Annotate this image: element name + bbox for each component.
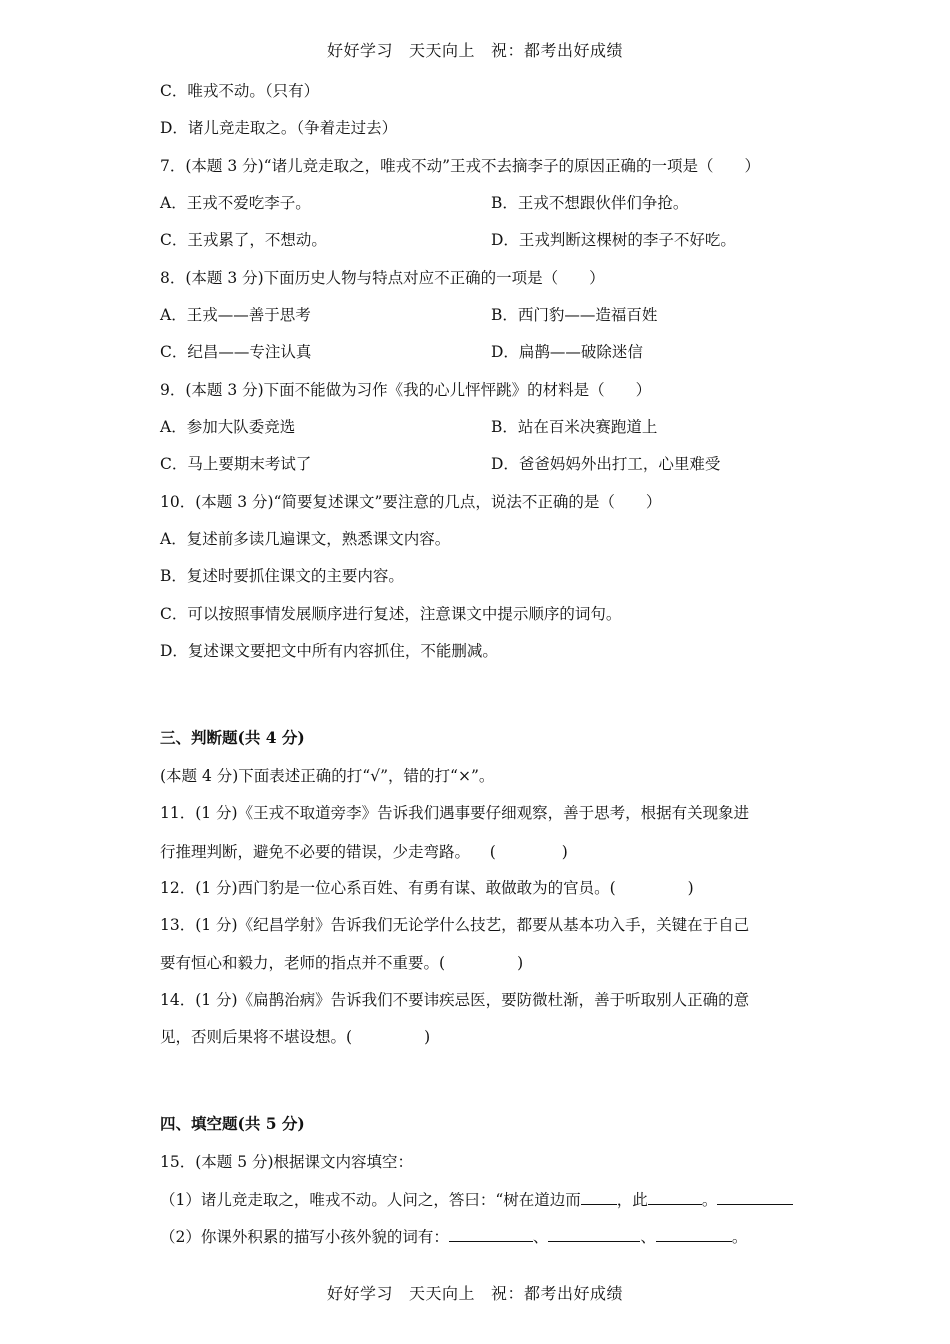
footer-motto-3: 祝：都考出好成绩 — [491, 1284, 624, 1303]
q14-line-2 — [160, 1027, 430, 1047]
q10-stem: 10．(本题 3 分)“简要复述课文”要注意的几点，说法不正确的是（ ） — [160, 493, 662, 511]
q8-stem: 8．(本题 3 分)下面历史人物与特点对应不正确的一项是（ ） — [160, 269, 605, 287]
q9-option-c: C．马上要期末考试了 — [160, 455, 312, 473]
header-motto-2: 天天向上 — [408, 41, 475, 60]
header-motto-1: 好好学习 — [326, 41, 393, 60]
q15-blank-3[interactable] — [717, 1190, 793, 1205]
q13-line-2 — [160, 953, 523, 973]
q9-option-d: D．爸爸妈妈外出打工，心里难受 — [491, 455, 721, 473]
q15-blank-2[interactable] — [648, 1190, 702, 1205]
q10-option-d: D．复述课文要把文中所有内容抓住，不能删减。 — [160, 642, 498, 660]
q6-option-d: D．诸儿竞走取之。（争着走过去） — [160, 119, 398, 137]
q14-line-1: 14．(1 分)《扁鹊治病》告诉我们不要讳疾忌医，要防微杜渐，善于听取别人正确的意 — [160, 991, 750, 1009]
q10-option-c: C．可以按照事情发展顺序进行复述，注意课文中提示顺序的词句。 — [160, 605, 622, 623]
q15-part-2-text: （2）你课外积累的描写小孩外貌的词有： — [160, 1228, 449, 1246]
header-motto-3: 祝：都考出好成绩 — [491, 41, 624, 60]
section-4-title: 四、填空题(共 5 分) — [160, 1114, 305, 1133]
q15-part-1-text: （1）诸儿竞走取之，唯戎不动。人问之，答曰：“树在道边而 — [160, 1191, 581, 1209]
section-3-intro: (本题 4 分)下面表述正确的打“√”，错的打“×”。 — [160, 767, 495, 785]
q14-text: 见，否则后果将不堪设想。 — [160, 1028, 347, 1046]
q15-blank-6[interactable] — [656, 1227, 732, 1242]
section-3-title: 三、判断题(共 4 分) — [160, 728, 305, 747]
q15-blank-4[interactable] — [449, 1227, 533, 1242]
q15-part-1-end: 。 — [701, 1191, 718, 1209]
q11-answer-box[interactable]: ( ) — [489, 843, 568, 861]
footer-motto-1: 好好学习 — [326, 1284, 393, 1303]
q15-blank-1[interactable] — [581, 1190, 617, 1205]
q7-option-b: B．王戎不想跟伙伴们争抢。 — [491, 194, 689, 212]
q8-option-a: A．王戎——善于思考 — [160, 306, 311, 324]
q12-answer-box[interactable]: ( ) — [609, 879, 694, 897]
q10-option-a: A．复述前多读几遍课文，熟悉课文内容。 — [160, 530, 451, 548]
q10-option-b: B．复述时要抓住课文的主要内容。 — [160, 567, 404, 585]
q7-stem: 7．(本题 3 分)“诸儿竞走取之，唯戎不动”王戎不去摘李子的原因正确的一项是（ ） — [160, 157, 761, 175]
q12-text: 12．(1 分)西门豹是一位心系百姓、有勇有谋、敢做敢为的官员。 — [160, 879, 610, 897]
page-header — [0, 38, 950, 61]
q9-option-b: B．站在百米决赛跑道上 — [491, 418, 658, 436]
q15-stem: 15．(本题 5 分)根据课文内容填空： — [160, 1153, 414, 1171]
q12-line — [160, 878, 694, 898]
footer-motto-2: 天天向上 — [408, 1284, 475, 1303]
q13-text: 要有恒心和毅力，老师的指点并不重要。 — [160, 954, 440, 972]
page-footer — [0, 1281, 950, 1304]
q15-part-1 — [160, 1190, 793, 1210]
q9-stem: 9．(本题 3 分)下面不能做为习作《我的心儿怦怦跳》的材料是（ ） — [160, 381, 652, 399]
q9-option-a: A．参加大队委竞选 — [160, 418, 296, 436]
q11-line-2 — [160, 842, 568, 862]
q7-option-d: D．王戎判断这棵树的李子不好吃。 — [491, 231, 736, 249]
q14-answer-box[interactable]: ( ) — [346, 1028, 431, 1046]
q15-part-1-mid: ，此 — [616, 1191, 648, 1209]
q8-option-b: B．西门豹——造福百姓 — [491, 306, 658, 324]
q15-blank-5[interactable] — [548, 1227, 640, 1242]
q6-option-c: C．唯戎不动。（只有） — [160, 82, 320, 100]
q7-option-a: A．王戎不爱吃李子。 — [160, 194, 311, 212]
q7-option-c: C．王戎累了，不想动。 — [160, 231, 327, 249]
q11-text: 行推理判断，避免不必要的错误，少走弯路。 — [160, 843, 471, 861]
q13-answer-box[interactable]: ( ) — [439, 954, 524, 972]
q15-part-2: （2）你课外积累的描写小孩外貌的词有： 、 、 。 — [160, 1228, 748, 1246]
q11-line-1: 11．(1 分)《王戎不取道旁李》告诉我们遇事要仔细观察，善于思考，根据有关现象进 — [160, 804, 750, 822]
q8-option-c: C．纪昌——专注认真 — [160, 343, 312, 361]
q8-option-d: D．扁鹊——破除迷信 — [491, 343, 643, 361]
q13-line-1: 13．(1 分)《纪昌学射》告诉我们无论学什么技艺，都要从基本功入手，关键在于自己 — [160, 916, 750, 934]
